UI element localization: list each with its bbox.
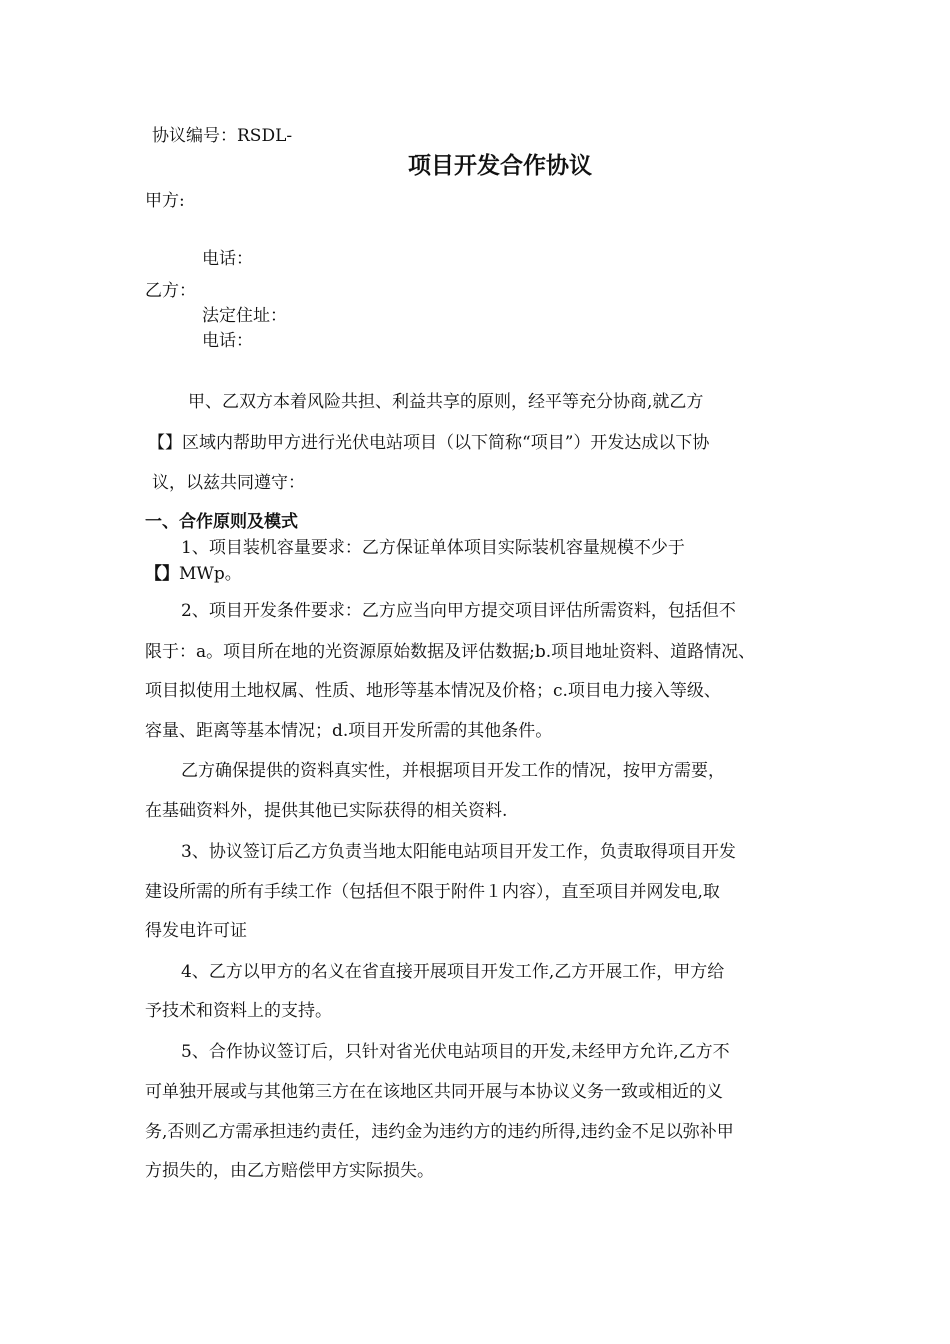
- clause-1-unit: MWp。: [179, 564, 242, 584]
- clause-4-line: 4、乙方以甲方的名义在省直接开展项目开发工作,乙方开展工作，甲方给: [181, 962, 725, 982]
- clause-1-line-2: [145, 563, 242, 585]
- clause-2-note-line: 乙方确保提供的资料真实性，并根据项目开发工作的情况，按甲方需要，: [181, 761, 725, 781]
- party-a-label: 甲方:: [145, 191, 185, 211]
- party-a-phone: 电话：: [202, 249, 253, 269]
- clause-5-line: 可单独开展或与其他第三方在在该地区共同开展与本协议义务一致或相近的义: [145, 1082, 723, 1102]
- clause-2-note-line: 在基础资料外，提供其他已实际获得的相关资料.: [145, 801, 508, 821]
- clause-4-line: 予技术和资料上的支持。: [145, 1001, 332, 1021]
- clause-2-line: 2、项目开发条件要求：乙方应当向甲方提交项目评估所需资料，包括但不: [181, 601, 736, 621]
- clause-1-bracket: 【】: [145, 564, 179, 584]
- clause-5-line: 方损失的，由乙方赔偿甲方实际损失。: [145, 1161, 434, 1181]
- party-b-label: 乙方：: [145, 281, 196, 301]
- clause-3-line: 建设所需的所有手续工作（包括但不限于附件１内容），直至项目并网发电,取: [145, 882, 720, 902]
- clause-3-line: 3、协议签订后乙方负责当地太阳能电站项目开发工作，负责取得项目开发: [181, 842, 736, 862]
- preamble-line: 【】区域内帮助甲方进行光伏电站项目（以下简称“项目”）开发达成以下协: [148, 433, 710, 453]
- clause-1-line: 1、项目装机容量要求：乙方保证单体项目实际装机容量规模不少于: [181, 538, 685, 558]
- clause-2-line: 项目拟使用土地权属、性质、地形等基本情况及价格；c.项目电力接入等级、: [145, 681, 721, 701]
- clause-5-line: 务,否则乙方需承担违约责任，违约金为违约方的违约所得,违约金不足以弥补甲: [145, 1122, 734, 1142]
- clause-5-line: 5、合作协议签订后，只针对省光伏电站项目的开发,未经甲方允许,乙方不: [181, 1042, 730, 1062]
- clause-3-line: 得发电许可证: [145, 921, 247, 941]
- party-b-phone: 电话：: [202, 331, 253, 351]
- clause-2-line: 限于：a。项目所在地的光资源原始数据及评估数据;b.项目地址资料、道路情况、: [145, 642, 756, 662]
- section-heading: 一、合作原则及模式: [145, 512, 298, 532]
- clause-2-line: 容量、距离等基本情况；d.项目开发所需的其他条件。: [145, 721, 553, 741]
- page-title: 项目开发合作协议: [408, 153, 592, 179]
- agreement-number: 协议编号：RSDL-: [152, 126, 293, 146]
- preamble-line: 议，以兹共同遵守：: [152, 473, 305, 493]
- preamble-line: 甲、乙双方本着风险共担、利益共享的原则，经平等充分协商,就乙方: [188, 392, 704, 412]
- party-b-address: 法定住址：: [202, 306, 287, 326]
